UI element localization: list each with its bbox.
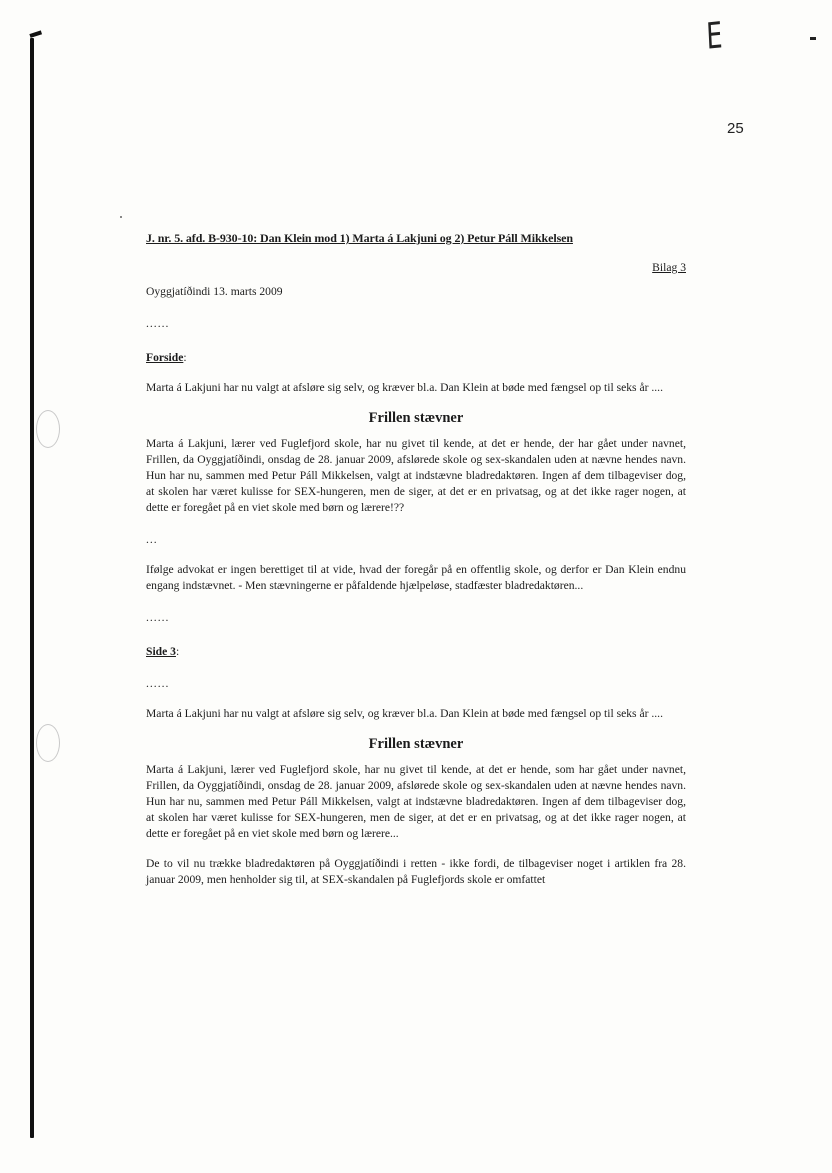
article-paragraph-4: De to vil nu trække bladredaktøren på Oyggjatíðindi i retten - ikke fordi, de tilbageviser noget i artiklen fra 28. januar 2009, men henholder sig til, at SEX-skandalen på Fuglefjords skole er omfattet xyxy=(146,857,686,886)
side3-colon: : xyxy=(175,645,180,658)
page-number: 25 xyxy=(727,120,744,137)
section-side-3 xyxy=(146,644,686,660)
side3-label: Side 3 xyxy=(146,645,176,658)
article-paragraph-2: Ifølge advokat er ingen berettiget til at vide, hvad der foregår på en offentlig skole, og derfor er Dan Klein endnu engang indstævnet. - Men stævningerne er påfaldende hjælpeløse, stadfæster bladredaktøren... xyxy=(146,563,686,592)
forside-colon: : xyxy=(183,351,187,364)
handwritten-stamp-letter: E xyxy=(705,15,724,58)
section-forside xyxy=(146,350,686,366)
document-body xyxy=(146,230,686,888)
punch-hole-mark xyxy=(36,724,60,762)
scan-border-corner xyxy=(29,30,42,38)
article-paragraph-1: Marta á Lakjuni, lærer ved Fuglefjord skole, har nu givet til kende, at det er hende, der har gået under navnet, Frillen, da Oyggjatíðindi, onsdag de 28. januar 2009, afslørede skole og sex-skandalen uden at nævne hendes navn. Hun har nu, sammen med Petur Páll Mikkelsen, valgt at indstævne bladredaktøren. Ingen af dem tilbageviser dog, at skolen har været kulisse for SEX-hungeren, men de siger, at det er en privatsag, og at det ikke rager nogen, at dette er foregået på en viet skole med børn og lærere!?? xyxy=(146,437,686,514)
case-title: J. nr. 5. afd. B-930-10: Dan Klein mod 1) Marta á Lakjuni og 2) Petur Páll Mikkelsen xyxy=(146,231,573,245)
newspaper-date-line: Oyggjatíðindi 13. marts 2009 xyxy=(146,285,283,298)
punch-hole-mark xyxy=(36,410,60,448)
scan-speck xyxy=(120,216,122,218)
article-paragraph-3: Marta á Lakjuni, lærer ved Fuglefjord skole, har nu givet til kende, at det er hende, som har gået under navnet, Frillen, da Oyggjatíðindi, onsdag de 28. januar 2009, afslørede skole og sex-skandalen uden at nævne hendes navn. Hun har nu, sammen med Petur Páll Mikkelsen, valgt at indstævne bladredaktøren. Ingen af dem tilbageviser dog, at skolen har været kulisse for SEX-hungeren, men de siger, at det er en privatsag, og at det ikke rager nogen, at dette er foregået på en viet skole med børn og lærere... xyxy=(146,763,686,840)
ellipsis-separator: ...... xyxy=(146,611,170,624)
lead-paragraph-1: Marta á Lakjuni har nu valgt at afsløre sig selv, og kræver bl.a. Dan Klein at bøde med fængsel op til seks år .... xyxy=(146,381,663,394)
article-heading-2: Frillen stævner xyxy=(368,736,464,752)
ellipsis-separator: ... xyxy=(146,533,158,546)
ellipsis-separator: ...... xyxy=(146,677,170,690)
forside-label: Forside xyxy=(146,351,184,364)
article-heading-1: Frillen stævner xyxy=(368,410,464,426)
lead-paragraph-2: Marta á Lakjuni har nu valgt at afsløre sig selv, og kræver bl.a. Dan Klein at bøde med fængsel op til seks år .... xyxy=(146,707,663,720)
corner-mark xyxy=(810,37,816,40)
ellipsis-separator: ...... xyxy=(146,317,170,330)
scan-border-line xyxy=(30,38,34,1138)
bilag-label: Bilag 3 xyxy=(652,261,686,274)
